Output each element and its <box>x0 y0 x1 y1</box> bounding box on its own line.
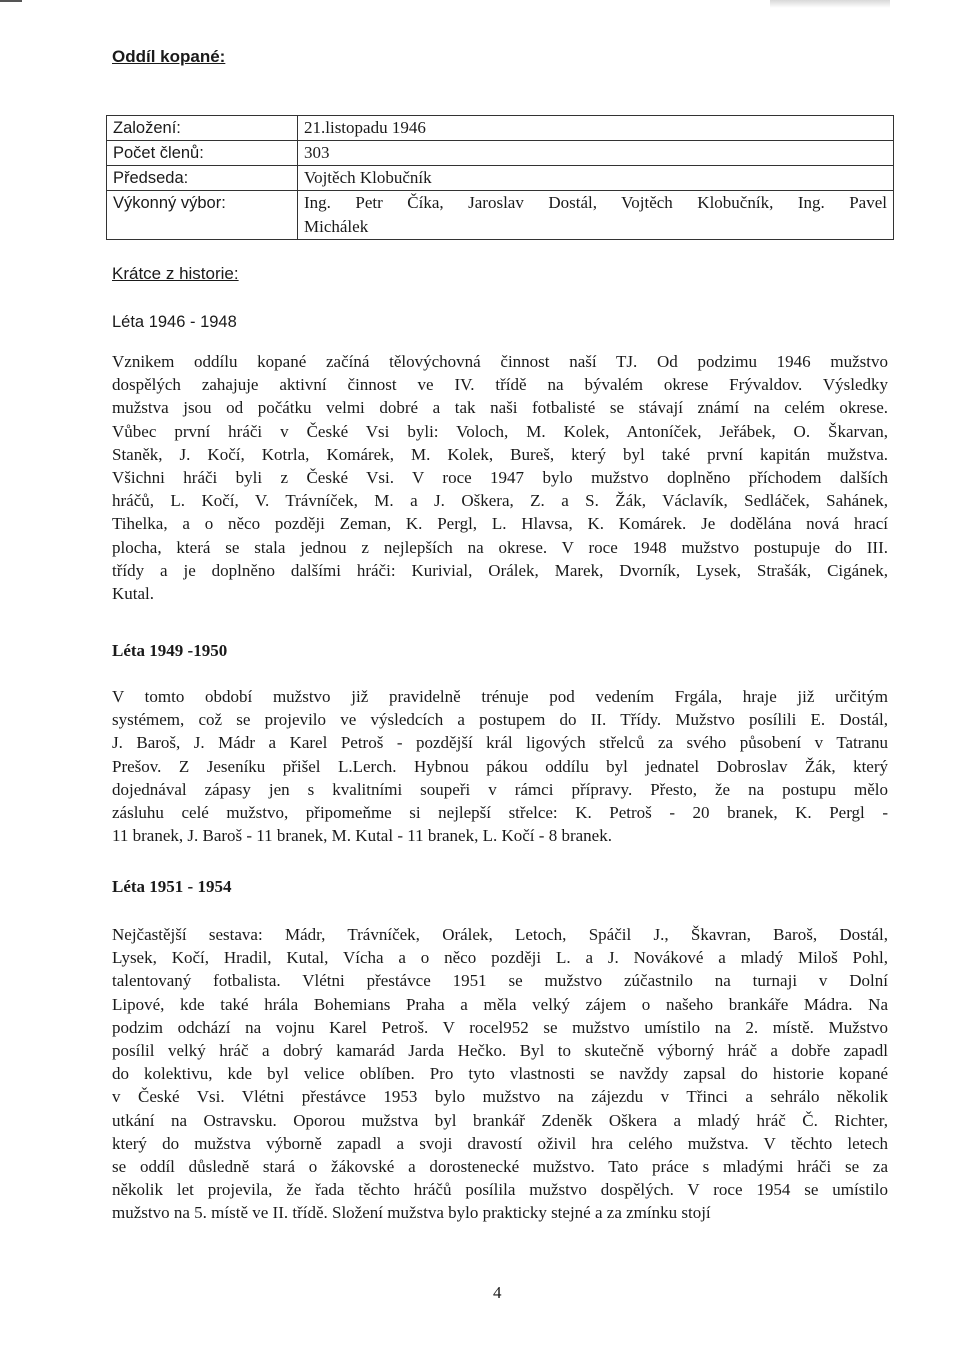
paragraph-line: podzim odchází na vojnu Karel Petroš. V rocel952 se mužstvo umístilo na 2. místě. Mužstvo <box>112 1017 888 1037</box>
table-row <box>107 141 894 166</box>
paragraph-line: utkání na Ostravsku. Oporou mužstva byl brankář Zdeněk Oškera a mladý hráč Č. Richter, <box>112 1110 888 1130</box>
paragraph-line: několik let projevila, že řada těchto hráčů posílila mužstvo dospělých. V roce 1954 se umístilo <box>112 1180 888 1200</box>
section-heading-1951: Léta 1951 - 1954 <box>112 877 232 896</box>
founded-value: 21.listopadu 1946 <box>298 116 894 141</box>
members-value: 303 <box>298 141 894 166</box>
section-paragraph-1951 <box>112 923 888 1225</box>
paragraph-line: dospělých zahajuje aktivní činnost ve IV. třídě na bývalém okrese Frývaldov. Výsledky <box>112 375 888 395</box>
page-number: 4 <box>493 1283 502 1302</box>
table-row <box>107 166 894 191</box>
paragraph-line: Nejčastější sestava: Mádr, Trávníček, Orálek, Letoch, Spáčil J., Škavran, Baroš, Dostál, <box>112 925 888 944</box>
paragraph-line: hráčů, L. Kočí, V. Trávníček, M. a J. Oškera, Z. a S. Žák, Václavík, Sedláček, Sahánek, <box>112 491 888 511</box>
paragraph-line: zásluhu celé mužstvo, připomeňme si nejlepší střelce: K. Petroš - 20 branek, K. Pergl - <box>112 803 888 823</box>
scan-edge-mark <box>0 0 22 2</box>
paragraph-line: Kutal. <box>112 584 155 604</box>
members-label: Počet členů: <box>107 141 298 166</box>
paragraph-line: se oddíl důsledně stará o žákovské a dorostenecké mužstvo. Tato práce s mladými hráči se za <box>112 1157 888 1177</box>
paragraph-line: V tomto období mužstvo již pravidelně trénuje pod vedením Frgála, hraje již určitým <box>112 687 888 706</box>
committee-line: Michálek <box>304 217 369 236</box>
paragraph-line: do kolektivu, kde byl velice oblíben. Pro tyto vlastnosti se navždy zapsal do historie kopané <box>112 1064 888 1084</box>
committee-label: Výkonný výbor: <box>107 191 298 240</box>
table-row <box>107 191 894 240</box>
paragraph-line: mužstvo na 5. místě ve II. třídě. Složení mužstva bylo prakticky stejné a za zmínku stojí <box>112 1203 711 1223</box>
paragraph-line: dojednával zápasy jen s kvalitními soupeři v rámci přípravy. Přesto, že na postupu mělo <box>112 779 888 799</box>
paragraph-line: posílil velký hráč a dobrý kamarád Jarda Hečko. Byl to skutečně výborný hráč a dobře zapadl <box>112 1041 888 1061</box>
paragraph-line: Všichni hráči byli z České Vsi. V roce 1947 bylo mužstvo doplněno příchodem dalších <box>112 468 888 488</box>
chairman-label: Předseda: <box>107 166 298 191</box>
paragraph-line: 11 branek, J. Baroš - 11 branek, M. Kutal - 11 branek, L. Kočí - 8 branek. <box>112 826 612 846</box>
paragraph-line: mužstva jsou od počátku velmi dobré a tak naši fotbalisté se stávají známí na celém okrese. <box>112 398 888 418</box>
page-title: Oddíl kopané: <box>112 47 226 66</box>
paragraph-line: v České Vsi. Vlétni přestávce 1953 bylo mužstvo na zájezdu v Třinci a sehrálo několik <box>112 1087 888 1107</box>
paragraph-line: Prešov. Z Jeseníku přišel L.Lerch. Hybnou pákou oddílu byl jednatel Dobroslav Žák, který <box>112 756 888 776</box>
scan-smudge <box>770 0 890 8</box>
table-row <box>107 116 894 141</box>
section-paragraph-1946 <box>112 350 888 605</box>
paragraph-line: Lysek, Kočí, Hradil, Kutal, Vícha a o něco později L. a J. Novákové a mladý Miloš Pohl, <box>112 948 888 968</box>
paragraph-line: Vznikem oddílu kopané začíná tělovýchovná činnost naší TJ. Od podzimu 1946 mužstvo <box>112 352 888 371</box>
paragraph-line: systémem, což se projevilo ve výsledcích a postupem do II. Třídy. Mužstvo posílili E. Dostál, <box>112 710 888 730</box>
paragraph-line: třídy a je doplněno dalšími hráči: Kurivial, Orálek, Marek, Dvorník, Lysek, Strašák, Cigánek, <box>112 560 888 580</box>
paragraph-line: Vůbec první hráči v České Vsi byli: Voloch, M. Kolek, Antoníček, Jeřábek, O. Škarvan, <box>112 421 888 441</box>
section-paragraph-1949 <box>112 685 888 847</box>
paragraph-line: J. Baroš, J. Mádr a Karel Petroš - pozdější král ligových střelců za svého působení v Tatranu <box>112 733 888 753</box>
history-title: Krátce z historie: <box>112 264 239 283</box>
paragraph-line: talentovaný fotbalista. Vlétni přestávce 1951 se mužstvo zúčastnilo na turnaji v Dolní <box>112 971 888 991</box>
club-info-table <box>106 115 894 240</box>
paragraph-line: plocha, která se stala jednou z nejlepších na okrese. V roce 1948 mužstvo postupuje do III. <box>112 537 888 557</box>
paragraph-line: který do mužstva výborně zapadl a svoji dravostí oživil hra celého mužstva. V těchto letech <box>112 1133 888 1153</box>
committee-value <box>298 191 894 240</box>
chairman-value: Vojtěch Klobučník <box>298 166 894 191</box>
paragraph-line: Tihelka, a o něco později Zeman, K. Pergl, L. Hlavsa, K. Komárek. Je dodělána nová hrací <box>112 514 888 534</box>
paragraph-line: Staněk, J. Kočí, Kotrla, Komárek, M. Kolek, Bureš, který byl také první kapitán mužstva. <box>112 444 888 464</box>
founded-label: Založení: <box>107 116 298 141</box>
committee-line: Ing. Petr Číka, Jaroslav Dostál, Vojtěch Klobučník, Ing. Pavel <box>304 193 887 212</box>
section-heading-1946: Léta 1946 - 1948 <box>112 313 237 331</box>
section-heading-1949: Léta 1949 -1950 <box>112 641 228 660</box>
paragraph-line: Lipové, kde také hrála Bohemians Praha a měla velký zájem o našeho brankáře Mádra. Na <box>112 994 888 1014</box>
